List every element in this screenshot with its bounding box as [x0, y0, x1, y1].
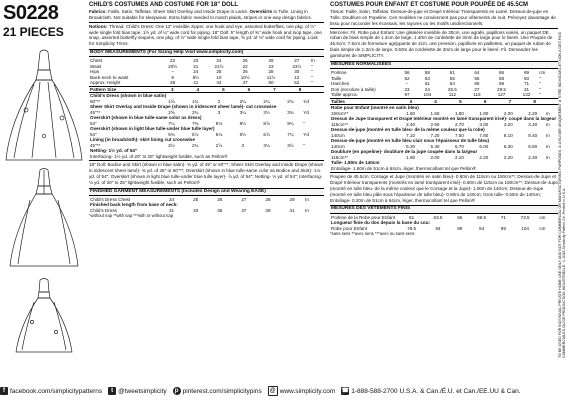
table-cell: 2½	[168, 142, 175, 148]
table-cell: 9	[171, 74, 174, 80]
table-cell: 2.70	[454, 121, 464, 127]
row-label: 54"	[90, 120, 97, 126]
row-label: Poitrine de la Robe pour Enfant	[331, 214, 396, 220]
row-label: Tulle- 1.80m de 140cm	[331, 160, 380, 166]
en-doll-yardage: 18" Doll: Bodice and Skirt (shown in blue satin)- ⅜ yd. of 45" or 60"**; Sheer Skirt Overlay and Inside Drape (shown in iridescent sheer lamé)- ⅜ yd. of 45" or 60"**; Overskirt (shown in blue tulle-same color as Bodice and Skirt)- 1⅛ yd. of 54"; Overskirt (shown in light blue tulle-under blue tulle layer)- ⅞ yd. of 54"; Netting- ⅛ yd. of 54"; Interfacing- ⅛ yd. of 20" to 25" lightweight fusible, such as Pellon®	[89, 162, 324, 185]
legal-side-text: TO BE USED FOR INDIVIDUAL PRIVATE HOME USE ONLY AND NOT FOR COMMERCIAL OR MANUFACTURING PURPOSES. À UTILISER UNIQUEMENT À TITRE INDIVIDUEL ET NON À DES FINS COMMERCIALES OU DE PRODUCTION INDUSTRIELLE. ©2018 Simplicity Pattern Co. Printed in U.S.A.	[558, 31, 566, 358]
table-cell: 3½	[287, 142, 294, 148]
table-cell: 2.20	[503, 154, 513, 160]
table-cell: 104	[521, 225, 529, 231]
table-cell: 2¼	[263, 98, 270, 104]
row-label: Lining (in broadcloth)- skirt lining cut crosswise	[90, 137, 195, 143]
row-label: Approx. Height	[90, 80, 121, 86]
table-row	[89, 154, 324, 160]
table-cell: 1.50	[406, 110, 416, 116]
table-cell: 61	[409, 214, 415, 220]
row-label: Waist	[90, 63, 102, 69]
table-cell: 64	[474, 70, 480, 76]
table-cell: 23	[268, 63, 274, 69]
unit-cell: "	[310, 80, 313, 86]
unit-cell: "	[310, 74, 313, 80]
table-cell: 104	[423, 92, 432, 98]
table-cell: 52	[404, 75, 410, 81]
fr-title: COSTUMES POUR ENFANT ET COSTUME POUR POUPÉE DE 45.5CM	[330, 2, 529, 8]
en-fabrics-text: Faille, Satin, Taffetas. Sheer Skirt Overlay and Inside Drape in Lamé.	[108, 8, 249, 14]
twitter-icon: t	[108, 387, 116, 395]
table-cell: 69	[523, 70, 530, 76]
table-cell: 41	[289, 207, 295, 213]
table-cell: 20½	[168, 63, 178, 69]
row-label: 45"**	[90, 109, 101, 115]
unit-cell: "	[303, 142, 305, 148]
en-finished-table	[89, 197, 324, 214]
table-cell: 2.50	[430, 121, 440, 127]
table-cell: 7.20	[430, 132, 440, 138]
table-cell: 2.40	[406, 121, 416, 127]
size-cell: 7	[262, 86, 288, 93]
unit-cell: Yd	[303, 98, 309, 104]
table-cell: 3.20	[503, 121, 513, 127]
footer-web[interactable]	[268, 386, 336, 396]
table-cell: 23	[193, 58, 199, 64]
en-finished-heading: FINISHED GARMENT MEASUREMENTS (Includes Design and Wearing EASE)	[89, 188, 324, 196]
table-cell: 3.00	[479, 121, 489, 127]
table-cell: 21½	[214, 63, 224, 69]
size-cell: 4	[185, 86, 211, 93]
table-cell: 5⅞	[192, 131, 199, 137]
table-cell: 39	[265, 207, 271, 213]
row-label: Dos (encolure à taille)	[331, 86, 376, 92]
row-label: 140cm	[331, 132, 345, 138]
table-cell: 89	[457, 225, 463, 231]
table-cell: 8.40	[528, 132, 538, 138]
table-cell: 127	[497, 92, 506, 98]
size-cell: 3	[160, 86, 186, 93]
table-cell: 22	[170, 58, 176, 64]
phone-icon: ☎	[341, 388, 349, 394]
row-label: 60"**	[90, 98, 101, 104]
table-cell: 10	[216, 74, 222, 80]
table-cell: 3½	[263, 109, 270, 115]
en-fabrics-label: Fabrics:	[89, 8, 107, 14]
table-cell: 30	[294, 69, 300, 75]
en-notions	[89, 24, 324, 48]
table-cell: 8½	[239, 120, 246, 126]
table-cell: 47	[242, 80, 248, 86]
fr-fabric-table	[330, 105, 558, 171]
table-cell: 41	[193, 80, 199, 86]
size-cell: 8	[287, 86, 313, 93]
size-cell: 3	[398, 98, 423, 105]
table-cell: 27	[474, 86, 480, 92]
table-cell: 23½	[292, 63, 302, 69]
table-cell: 9½	[192, 74, 199, 80]
table-cell: 37	[241, 207, 247, 213]
table-cell: 97	[404, 92, 410, 98]
table-cell: 12	[294, 74, 300, 80]
footer-bar	[0, 381, 570, 401]
table-cell: 5.30	[406, 143, 416, 149]
table-cell: 2	[217, 98, 221, 104]
row-label: Netting- 1½ yd. of 54"	[90, 148, 138, 154]
table-cell: 1¾	[192, 98, 199, 104]
unit-cell: m	[545, 121, 550, 127]
table-cell: 25	[216, 69, 222, 75]
table-cell: 2¾	[287, 98, 294, 104]
size-header-row	[330, 98, 558, 105]
table-cell: 24	[424, 86, 430, 92]
table-cell: 26	[217, 196, 223, 202]
table-cell: 21	[193, 63, 199, 69]
en-look-text: Look for Simplicity Trims.	[89, 35, 318, 47]
table-cell: 6⅞	[263, 131, 270, 137]
table-cell: 24	[193, 69, 199, 75]
fr-mercerie: Mercerie: Fil. Robe pour Enfant: Une glissière invisible de 30cm, une agrafe, papillons variés, un paquet DE ruban de biais simple de 1.3cm de large, 1.40m de cordelette de 3mm de large pour le liseré. Une Poupée de 45.5cm: 7.5cm de fermeture agrippante de 2cm, une pression, papillons en paillettes, un paquet de ruban de biais simple de 1.3cm de large, 0.50m de cordelette de 3mm de large pour le liseré. Fil. Demandez les garnitures de SIMPLICITY.	[330, 29, 553, 59]
table-cell: 27	[294, 58, 300, 64]
row-label: Longueur finie du dos depuis la base du cou:	[331, 220, 431, 226]
row-label: Robe pour Enfant	[331, 225, 368, 231]
table-cell: 2.20	[528, 110, 538, 116]
row-label: Child's Dress (shown in blue satin)	[90, 93, 167, 99]
size-cell: 7	[498, 98, 523, 105]
unit-cell: Yd	[303, 131, 309, 137]
table-cell: 58	[424, 70, 430, 76]
size-cell: 5	[448, 98, 473, 105]
unit-cell: m	[545, 154, 550, 160]
table-cell: 94	[479, 225, 485, 231]
table-cell: 132	[522, 92, 531, 98]
table-cell: 56	[404, 70, 410, 76]
table-cell: 78.5	[407, 225, 417, 231]
row-label: Chest	[90, 58, 103, 64]
phone-region: U.S.A. & Can./É.U. et Can./EE.UU & Can.	[399, 387, 521, 395]
fr-finished-heading: MESURES DES VÊTEMENTS FINIS	[330, 205, 558, 213]
table-cell: 61	[424, 81, 430, 87]
table-cell: 25	[242, 58, 248, 64]
garment-line-drawings	[0, 40, 88, 362]
size-cell: 4	[423, 98, 448, 105]
table-row	[330, 166, 558, 172]
table-cell: 2.00	[430, 154, 440, 160]
table-cell: 1.90	[406, 154, 416, 160]
row-label: 54"	[90, 131, 97, 137]
en-overskirts-text: in Tulle. Lining in Broadcloth. Not suitable for sleepwear.	[89, 8, 308, 20]
pattern-number: S0228	[3, 2, 59, 24]
row-label: 115cm**	[331, 121, 349, 127]
en-fabrics	[89, 9, 324, 21]
table-cell: 73.5	[520, 214, 530, 220]
table-cell: 33	[193, 207, 199, 213]
table-cell: 7.80	[479, 132, 489, 138]
pinterest-link[interactable]: pinterest.com/simplicitypins	[182, 387, 262, 395]
size-cell: 8	[522, 98, 547, 105]
row-label: Child's Dress	[90, 207, 117, 213]
unit-cell: "	[310, 63, 313, 69]
table-cell: 6⅛	[215, 131, 223, 137]
table-cell: 8⅞	[263, 120, 270, 126]
table-cell: 3¼	[239, 109, 246, 115]
table-cell: 119	[473, 92, 481, 98]
table-cell: 27	[241, 196, 247, 202]
table-cell: 71	[523, 81, 530, 87]
table-cell: 25	[193, 196, 199, 202]
row-label: Taille	[331, 75, 342, 81]
row-label: Hanches	[331, 81, 350, 87]
table-cell: 9¼	[287, 120, 294, 126]
unit-cell: "	[539, 81, 541, 87]
table-cell: 1.80	[454, 110, 464, 116]
table-cell: 60	[523, 75, 530, 81]
table-cell: 1.90	[479, 110, 489, 116]
table-cell: 3¾	[287, 109, 294, 115]
table-cell: 5.70	[454, 143, 464, 149]
size-header-row	[89, 86, 324, 93]
facebook-link[interactable]: facebook.com/simplicitypatterns	[10, 387, 103, 395]
phone-number: 1-888-588-2700	[351, 387, 398, 395]
size-spacer	[313, 86, 324, 93]
size-cell: 6	[473, 98, 498, 105]
table-cell: 5.40	[430, 143, 440, 149]
fr-doll-yardage: Poupée de 45.5cm: Corsage et Jupe (montrés en satin bleu)- 0.60m de 115cm ou 150cm**; Dessus-de-Jupe et Drapé Intérieur transparents (montrés en lamé transparent irisé)- 0.60m de 115cm ou 150cm**; Dessus-de-Jupe (montré en tulle bleu- de la même couleur que le Corsage et la Jupe)- 1.00m de 140cm; Dessus-de-Jupe (montré en tulle bleu pâle sous l'épaisseur de tulle bleu)- 0.80m de 140cm; Gros tulle- 0.50m de 140cm; Entoilage- 0.20m de 51cm à 64cm, léger, thermocollant tel que Pellon®	[330, 174, 558, 203]
row-label: Poitrine	[331, 70, 347, 76]
table-cell: 84	[435, 225, 441, 231]
table-cell: 61	[449, 70, 455, 76]
table-cell: 6.30	[503, 143, 513, 149]
table-cell: 29.5	[497, 86, 506, 92]
table-cell: 66	[457, 214, 463, 220]
table-cell: 44	[216, 80, 222, 86]
table-cell: 52	[294, 80, 300, 86]
table-cell: 2.40	[528, 154, 538, 160]
footer-pinterest[interactable]	[173, 387, 262, 395]
en-body-measurements-heading: BODY MEASUREMENTS (For Sizing Help Visit www.simplicity.com)	[89, 49, 324, 57]
en-title: CHILD'S COSTUMES AND COSTUME FOR 18" DOLL	[89, 2, 239, 8]
table-cell: 3.40	[528, 121, 538, 127]
table-cell: 2⅝	[168, 109, 175, 115]
table-cell: 26	[268, 58, 274, 64]
table-cell: 6½	[239, 131, 246, 137]
row-label: Robe pour Enfant (montré en satin bleu)	[331, 105, 419, 111]
table-cell: –	[405, 81, 409, 87]
row-label: Hips	[90, 69, 100, 75]
table-cell: 31	[168, 207, 175, 213]
en-fabric-table	[89, 93, 324, 159]
unit-cell: cm	[539, 214, 546, 220]
at-sign-icon: @	[268, 386, 278, 396]
row-label: Doublure (en popeline)- doublure de la jupe coupée dans la largeur	[331, 149, 478, 155]
row-label: Back-neck to waist	[90, 74, 129, 80]
twitter-link[interactable]: @tweetsimplicity	[118, 387, 167, 395]
table-cell: 7¼	[287, 131, 294, 137]
unit-cell: cm	[539, 70, 546, 76]
en-notions-text: Thread. Child's Dress: One 12" invisible zipper, one hook and eye, assorted butterflies, one pkg. of ½" wide single fold bias tape, 1½ yd. of ¼" wide cord for piping. 18" Doll: 5" length of ⅜" wide hook and loop tape, one snap, assorted butterfly sequins, one pkg. of ½" wide single fold bias tape, ⅝ yd. of ⅛" wide cord for piping.	[89, 23, 322, 41]
table-cell: 26	[242, 69, 248, 75]
row-label: 150cm**	[331, 110, 349, 116]
unit-cell: In	[305, 207, 309, 213]
website-link[interactable]: www.simplicity.com	[279, 387, 336, 395]
table-cell: 50	[268, 80, 274, 86]
french-column	[330, 2, 558, 358]
table-cell: 2.00	[503, 110, 513, 116]
table-cell: –	[171, 69, 174, 75]
facebook-icon: f	[0, 387, 8, 395]
size-cell: 6	[236, 86, 262, 93]
table-cell: 53	[424, 75, 430, 81]
en-size-row	[89, 86, 324, 94]
size-label: Pattern Size	[89, 86, 160, 93]
table-cell: 66	[498, 70, 505, 76]
fr-mesures-heading: MESURES NORMALISÉES	[330, 61, 558, 69]
table-cell: 25.5	[447, 86, 457, 92]
table-cell: 1.60	[430, 110, 440, 116]
table-cell: 2.10	[454, 154, 464, 160]
footer-phone	[341, 387, 520, 395]
row-label: Dessus de Jupe transparent et Drapé Intérieur montré en lamé transparent irisé)- coupé dans la largeur	[331, 116, 557, 122]
english-column	[89, 2, 324, 358]
row-label: Overskirt (shown in blue tulle-same color as dress)	[90, 115, 202, 121]
table-cell: 64	[449, 81, 455, 87]
row-label: 115cm**	[331, 154, 349, 160]
row-label: Child's Dress Chest	[90, 196, 131, 202]
table-cell: 68.5	[477, 214, 487, 220]
table-cell: 3	[241, 142, 245, 148]
en-overskirts-label: Overskirts	[249, 8, 273, 14]
footer-twitter[interactable]	[108, 387, 167, 395]
table-cell: 31	[523, 86, 530, 92]
fr-size-row	[330, 98, 558, 106]
fr-footnote: *sans sens **avec sens ***avec ou sans sens	[330, 231, 415, 237]
footer-facebook[interactable]	[0, 387, 102, 395]
row-label: Entoilage- 1.60m de 51cm à 64cm, léger, thermocollant tel que Pellon®	[331, 165, 477, 171]
unit-cell: "	[539, 75, 541, 81]
en-body-table	[89, 58, 324, 86]
unit-cell: cm	[539, 225, 546, 231]
unit-cell: m	[545, 110, 550, 116]
table-cell: 55	[449, 75, 455, 81]
unit-cell: "	[310, 69, 313, 75]
table-cell: 22	[242, 63, 248, 69]
table-cell: 3	[217, 109, 221, 115]
fr-finished-table	[330, 215, 558, 232]
row-label: Interfacing- 1½ yd. of 20" to 25" lightweight fusible, such as Pellon®	[90, 153, 228, 159]
unit-cell: "	[539, 86, 541, 92]
row-label: Finished back length from base of neck:	[90, 202, 178, 208]
row-label: 45"**	[90, 142, 101, 148]
table-cell: 66	[474, 81, 480, 87]
table-cell: 11½	[266, 74, 276, 80]
table-cell: 23	[404, 86, 410, 92]
size-cell: 5	[211, 86, 237, 93]
table-cell: 71	[500, 214, 506, 220]
unit-cell: m	[545, 143, 550, 149]
table-cell: 1⅝	[168, 98, 175, 104]
size-spacer	[547, 98, 558, 105]
table-cell: 28	[265, 196, 271, 202]
row-label: Dessus-de-jupe (montré en tulle bleu clair sous l'épaisseur de tulle bleu)	[331, 138, 490, 144]
table-cell: 56	[474, 75, 480, 81]
table-cell: 2¾	[192, 109, 199, 115]
table-cell: 2.20	[479, 154, 489, 160]
unit-cell: In	[310, 58, 315, 64]
en-extra-text: Extra fabric needed to match plaids, stripes or one-way design fabrics.	[168, 14, 312, 20]
unit-cell: "	[303, 120, 305, 126]
table-cell: 35	[217, 207, 223, 213]
pinterest-icon: p	[173, 387, 181, 395]
size-label: Tailles	[330, 98, 398, 105]
table-cell: 7.50	[454, 132, 464, 138]
table-cell: 29	[289, 196, 295, 202]
table-cell: 58	[498, 75, 505, 81]
table-cell: 8.10	[503, 132, 513, 138]
table-cell: 38	[170, 80, 176, 86]
table-cell: 63.5	[433, 214, 443, 220]
row-label: Dessus-de-jupe (montré en tulle bleu- de la même couleur que la robe)	[331, 127, 485, 133]
table-cell: 2¼	[239, 98, 246, 104]
table-cell: 6.60	[528, 143, 538, 149]
table-cell: 7⅜	[192, 120, 199, 126]
table-cell: 8⅛	[215, 120, 223, 126]
table-cell: 6.00	[479, 143, 489, 149]
pattern-piece-count: 21 PIECES	[3, 25, 64, 39]
en-footnote: *without nap **with nap ***with or without nap	[89, 213, 174, 219]
table-cell: 5¾	[168, 131, 175, 137]
table-cell: 10½	[240, 74, 250, 80]
unit-cell: "	[539, 92, 541, 98]
table-row	[330, 116, 558, 122]
table-cell: 24	[216, 58, 222, 64]
fr-tissus: Tissus: Faille, Satin, Taffetas. Dessus-de-jupe et Drapé Intérieur Transparents en Lamé. Dessus-de-jupe en Tulle. Doublure en Popeline. Ces modèles ne conviennent pas pour vêtements de nuit. Prévoyez davantage de tissu pour raccorder les écossais, les rayures ou les motifs unidirectionnels.	[330, 8, 556, 26]
table-cell: 2¾	[192, 142, 199, 148]
table-cell: 69	[498, 81, 505, 87]
unit-cell: m	[545, 132, 550, 138]
table-cell: 112	[448, 92, 457, 98]
en-notions-label: Notions:	[89, 23, 108, 29]
row-label: Sheer Skirt Overlay and Inside Drape (shown in iridescent sheer lamé)- cut crosswise	[90, 104, 277, 110]
table-cell: 24	[168, 196, 175, 202]
unit-cell: Yd	[303, 109, 309, 115]
table-cell: 28	[268, 69, 274, 75]
row-label: Overskirt (shown in light blue tulle-under blue tulle layer)	[90, 126, 215, 132]
table-cell: 2⅞	[215, 142, 223, 148]
table-cell: 7.10	[406, 132, 416, 138]
row-label: 140cm	[331, 143, 345, 149]
table-cell: 99	[500, 225, 506, 231]
unit-cell: In	[305, 196, 309, 202]
table-cell: 7¼	[168, 120, 175, 126]
row-label: Taille approx.	[331, 92, 359, 98]
fr-body-table	[330, 70, 558, 98]
table-cell: 3¼	[263, 142, 270, 148]
